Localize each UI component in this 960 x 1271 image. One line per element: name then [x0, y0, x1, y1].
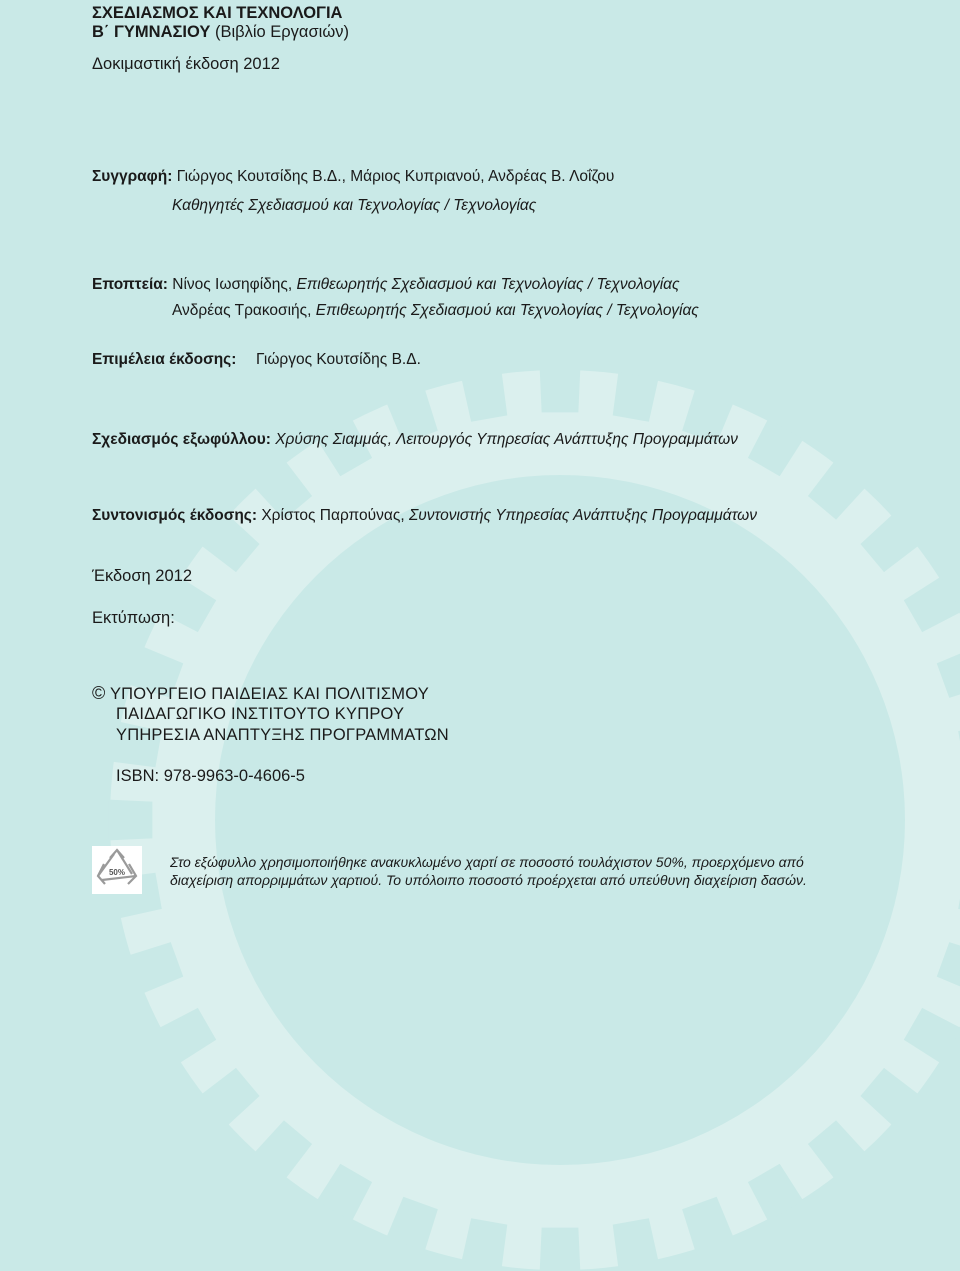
recycling-note-line-2: διαχείριση απορριμμάτων χαρτιού. Το υπόλοιπο ποσοστό προέρχεται από υπεύθυνη διαχείριση δασών. [170, 872, 807, 888]
coordinator-role: Συντονιστής Υπηρεσίας Ανάπτυξης Προγραμμάτων [408, 507, 757, 524]
supervisor-2-name: Ανδρέας Τρακοσιής, [172, 302, 312, 319]
editing-label: Επιμέλεια έκδοσης: [92, 351, 237, 368]
edition-note: Δοκιμαστική έκδοση 2012 [92, 55, 280, 73]
supervisor-1-name: Νίνος Ιωσηφίδης, [172, 276, 293, 293]
editing-line [92, 350, 236, 369]
edition-year: Έκδοση 2012 [92, 567, 192, 585]
cover-design-label: Σχεδιασμός εξωφύλλου: [92, 431, 271, 448]
grade-label: Β΄ ΓΥΜΝΑΣΙΟΥ [92, 23, 211, 41]
coordination-label: Συντονισμός έκδοσης: [92, 507, 258, 524]
recycling-note-line-1: Στο εξώφυλλο χρησιμοποιήθηκε ανακυκλωμένο χαρτί σε ποσοστό τουλάχιστον 50%, προερχόμενο από [170, 854, 804, 870]
book-title: ΣΧΕΔΙΑΣΜΟΣ ΚΑΙ ΤΕΧΝΟΛΟΓΙΑ [92, 4, 343, 22]
authors-line [92, 167, 614, 186]
gear-tooth-notch [108, 800, 152, 841]
copyright-line-2: ΠΑΙΔΑΓΩΓΙΚΟ ΙΝΣΤΙΤΟΥΤΟ ΚΥΠΡΟΥ [116, 705, 405, 723]
editor-name: Γιώργος Κουτσίδης Β.Δ. [256, 351, 421, 368]
recycle-icon [92, 846, 142, 894]
authors-names: Γιώργος Κουτσίδης Β.Δ., Μάριος Κυπριανού, Ανδρέας Β. Λοΐζου [176, 168, 615, 185]
copyright-line-3: ΥΠΗΡΕΣΙΑ ΑΝΑΠΤΥΞΗΣ ΠΡΟΓΡΑΜΜΑΤΩΝ [116, 726, 449, 744]
isbn-value: 978-9963-0-4606-5 [163, 767, 305, 785]
coordinator-name: Χρίστος Παρπούνας, [261, 507, 405, 524]
supervisor-2-role: Επιθεωρητής Σχεδιασμού και Τεχνολογίας / Τεχνολογίας [315, 302, 699, 319]
cover-design-value: Χρύσης Σιαμμάς, Λειτουργός Υπηρεσίας Ανάπτυξης Προγραμμάτων [275, 431, 738, 448]
ministry-name: ΥΠΟΥΡΓΕΙΟ ΠΑΙΔΕΙΑΣ ΚΑΙ ΠΟΛΙΤΙΣΜΟΥ [109, 685, 429, 703]
gear-tooth-notch [540, 1228, 581, 1271]
authors-label: Συγγραφή: [92, 168, 173, 185]
recycle-percent: 50% [108, 868, 126, 877]
supervisor-1-role: Επιθεωρητής Σχεδιασμού και Τεχνολογίας / Τεχνολογίας [296, 276, 680, 293]
supervision-line-1 [92, 275, 680, 294]
gear-tooth-notch [540, 368, 581, 412]
isbn-label: ISBN: [116, 767, 160, 785]
authors-role: Καθηγητές Σχεδιασμού και Τεχνολογίας / Τεχνολογίας [172, 197, 537, 214]
copyright-line-1 [92, 684, 429, 704]
coordination-line [92, 506, 757, 525]
supervision-line-2 [172, 301, 699, 320]
copyright-symbol: © [92, 683, 106, 703]
isbn-line [116, 767, 305, 786]
cover-design-line [92, 430, 738, 449]
book-subtitle [92, 23, 349, 42]
supervision-label: Εποπτεία: [92, 276, 168, 293]
printing-label: Εκτύπωση: [92, 609, 175, 627]
workbook-label: (Βιβλίο Εργασιών) [210, 23, 349, 41]
